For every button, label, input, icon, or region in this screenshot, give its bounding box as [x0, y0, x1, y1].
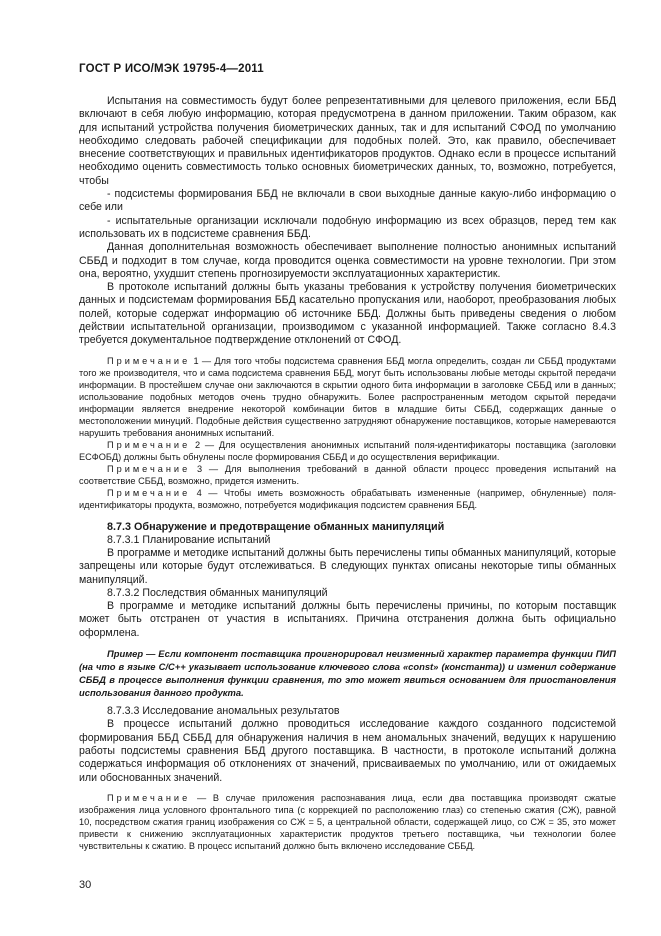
section-title: 8.7.3 Обнаружение и предотвращение обманных манипуляций	[107, 520, 445, 533]
note-label: Примечание	[107, 355, 191, 366]
document-body	[79, 95, 616, 852]
note-final	[79, 792, 616, 852]
note-label: Примечание	[107, 487, 191, 498]
paragraph: Данная дополнительная возможность обеспечивает выполнение полностью анонимных испытаний СББД и подходит в том случае, когда проводится оценка совместимости на уровне технологии. При этом она, вероятно, ухудшит степень прогнозируемости эксплуатационных характеристик.	[79, 241, 616, 280]
subsection-title: 8.7.3.1 Планирование испытаний	[107, 533, 271, 546]
note-3	[79, 463, 616, 487]
note-text: 4 — Чтобы иметь возможность обрабатывать измененные (например, обнуленные) поля-идентификаторы продукта, возможно, потребуется модификация подсистем сравнения ББД.	[79, 487, 616, 510]
subsection-title: 8.7.3.2 Последствия обманных манипуляций	[107, 586, 328, 599]
note-label: Примечание	[107, 792, 191, 803]
list-item: - испытательные организации исключали подобную информацию из всех образцов, перед тем как использовать их в подсистеме сравнения ББД.	[79, 214, 616, 240]
note-text: 2 — Для осуществления анонимных испытаний поля-идентификаторы поставщика (заголовки ЕСФОБД) должны быть обнулены после формирования СББД и до осуществления верификации.	[79, 439, 616, 462]
paragraph: В программе и методике испытаний должны быть перечислены причины, по которым поставщик может быть отстранен от участия в испытаниях. Причина отстранения должна быть официально оформлена.	[79, 600, 616, 639]
paragraph: В протоколе испытаний должны быть указаны требования к устройству получения биометрических данных и подсистемам формирования ББД касательно пропускания или, наоборот, преобразования любых полей, которые содержат информацию об источнике ББД. Должны быть приведены сведения о любом действии испытательной организации, производимом с указанной информацией. Также согласно 8.4.3 требуется документальное подтверждение отклонений от СФОД.	[79, 281, 616, 347]
note-2	[79, 439, 616, 463]
note-1	[79, 355, 616, 439]
note-label: Примечание	[107, 463, 191, 474]
paragraph: В программе и методике испытаний должны быть перечислены типы обманных манипуляций, которые запрещены или которые будут отслеживаться. В следующих пунктах описаны некоторые типы обманных манипуляций.	[79, 546, 616, 586]
example-text: Пример — Если компонент поставщика проигнорировал неизменный характер параметра функции ПИП (на что в языке С/С++ указывает использование ключевого слова «const» (константа)) и изменил содержание СББД в процессе выполнения функции сравнения, то это может явиться основанием для приостановления использования данного продукта.	[79, 648, 616, 699]
note-label: Примечание	[107, 439, 191, 450]
document-header: ГОСТ Р ИСО/МЭК 19795-4—2011	[79, 63, 264, 75]
page-number: 30	[79, 879, 92, 891]
note-text: 1 — Для того чтобы подсистема сравнения ББД могла определить, создан ли СББД продуктами того же производителя, что и сама подсистема сравнения ББД, могут быть использованы любые методы скрытой передачи информации. В простейшем случае они заключаются в скрытии одного бита информации в заголовке СББД или в данных; использование подобных методов очень трудно обнаружить. Более распространенным методом скрытой передачи информации является внедрение некоторой комбинации битов в младшие биты СББД, содержащих данные о местоположении минуций. Подобные действия существенно затрудняют обнаружение поставщиков, которые намереваются нарушить требования анонимных испытаний.	[79, 355, 616, 438]
list-item: - подсистемы формирования ББД не включали в свои выходные данные какую-либо информацию о себе или	[79, 188, 616, 214]
note-text: — В случае приложения распознавания лица, если два поставщика производят сжатые изображения лица условного фронтального типа (с коррекцией по расположению глаз) со степенью сжатия (СЖ), равной 10, посредством сжатия границ изображения со СЖ = 5, а центральной области, содержащей лицо, со СЖ = 35, это может привести к снижению эксплуатационных характеристик продуктов третьего поставщика, чьи технологии более чувствительны к сжатию. В процесс испытаний должно быть включено исследование СББД.	[79, 792, 616, 851]
note-text: 3 — Для выполнения требований в данной области процесс проведения испытаний на соответствие СББД, возможно, придется изменить.	[79, 463, 616, 486]
paragraph: В процессе испытаний должно проводиться исследование каждого созданного подсистемой формирования ББД СББД для обнаружения наличия в нем аномальных значений, ведущих к нарушению работы подсистемы сравнения ББД другого поставщика. В частности, в протоколе испытаний должна содержаться информация об отклонениях от значений, присваиваемых по умолчанию, или от ожидаемых или обоснованных значений.	[79, 718, 616, 784]
paragraph: Испытания на совместимость будут более репрезентативными для целевого приложения, если ББД включают в себя любую информацию, которая предусмотрена в данном приложении. Таким образом, как для испытаний устройства получения биометрических данных, так и для испытаний СФОД по умолчанию необходимо следовать рабочей спецификации для подобных полей. Это, как правило, обеспечивает внесение соответствующих и правильных идентификаторов продуктов. Однако если в процессе испытаний необходимо оценить совместимость только основных биометрических данных, то, возможно, потребуется, чтобы	[79, 95, 616, 187]
note-4	[79, 487, 616, 511]
subsection-title: 8.7.3.3 Исследование аномальных результатов	[107, 705, 340, 718]
